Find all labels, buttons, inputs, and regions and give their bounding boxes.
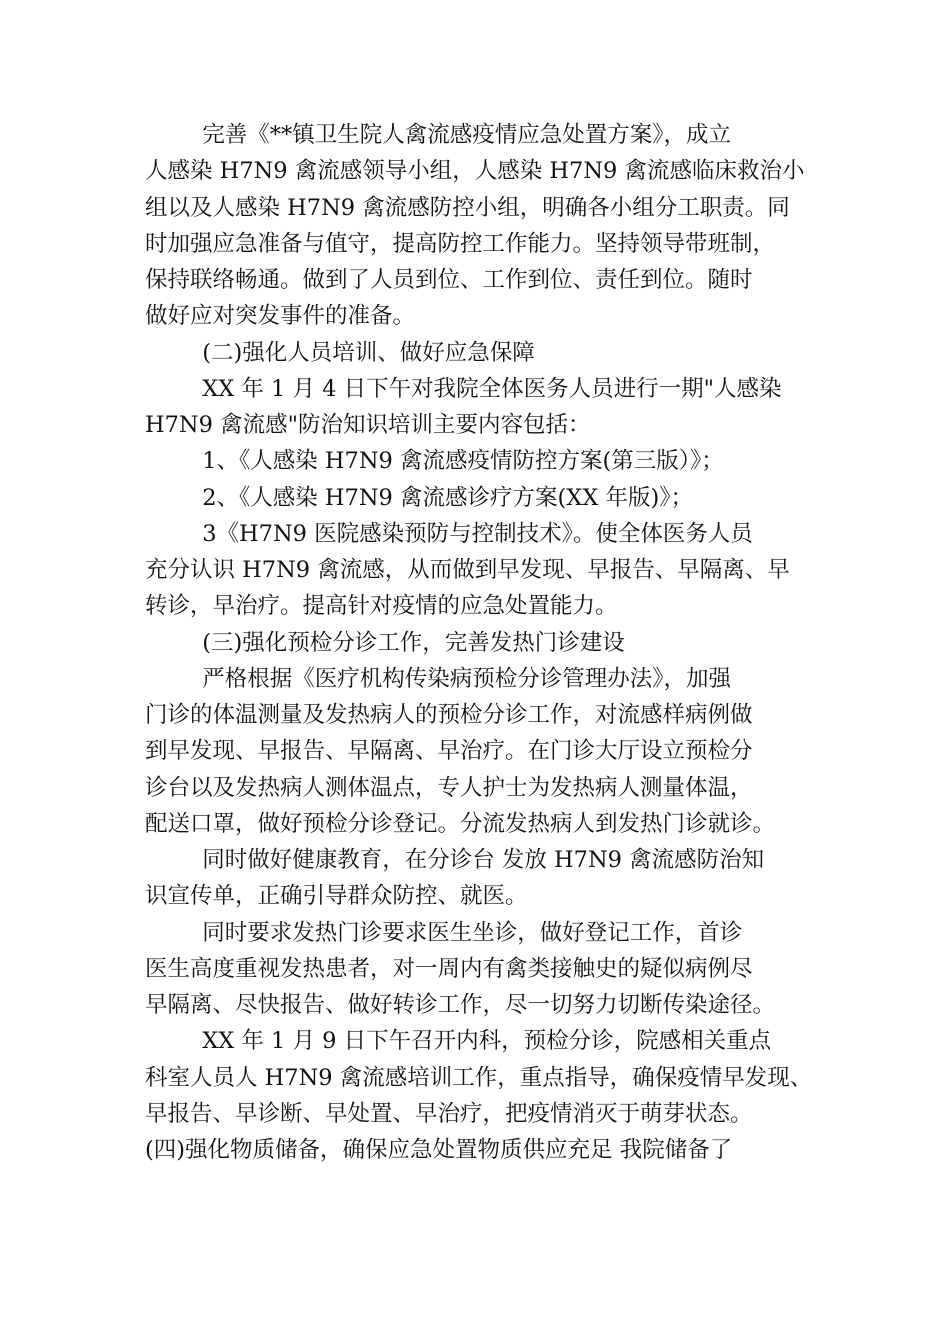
section-heading: (二)强化人员培训、做好应急保障	[145, 339, 535, 366]
text-line: 门诊的体温测量及发热病人的预检分诊工作，对流感样病例做	[145, 702, 753, 728]
text-line: 人感染 H7N9 禽流感领导小组，人感染 H7N9 禽流感临床救治小	[145, 158, 805, 185]
text-line: 时加强应急准备与值守，提高防控工作能力。坚持领导带班制，	[145, 230, 776, 257]
list-item: 2、《人感染 H7N9 禽流感诊疗方案(XX 年版)》；	[145, 484, 694, 511]
list-item: 3《H7N9 医院感染预防与控制技术》。使全体医务人员	[145, 520, 753, 547]
text-line: H7N9 禽流感"防治知识培训主要内容包括：	[145, 412, 591, 438]
text-line: 做好应对突发事件的准备。	[145, 303, 416, 330]
section-heading: (三)强化预检分诊工作，完善发热门诊建设	[145, 629, 625, 656]
text-line: 早隔离、尽快报告、做好转诊工作，尽一切努力切断传染途径。	[145, 992, 776, 1018]
text-line: 组以及人感染 H7N9 禽流感防控小组，明确各小组分工职责。同	[145, 194, 790, 221]
text-line: 保持联络畅通。做到了人员到位、工作到位、责任到位。随时	[145, 267, 753, 293]
document-body	[145, 117, 825, 1168]
text-line: 配送口罩，做好预检分诊登记。分流发热病人到发热门诊就诊。	[145, 810, 776, 837]
text-line: 诊台以及发热病人测体温点，专人护士为发热病人测量体温，	[145, 774, 753, 801]
text-line: 医生高度重视发热患者，对一周内有禽类接触史的疑似病例尽	[145, 955, 753, 982]
text-line: 转诊，早治疗。提高针对疫情的应急处置能力。	[145, 593, 618, 620]
text-line: 科室人员人 H7N9 禽流感培训工作，重点指导，确保疫情早发现、	[145, 1064, 813, 1091]
text-line: 识宣传单，正确引导群众防控、就医。	[145, 883, 528, 910]
text-line: XX 年 1 月 4 日下午对我院全体医务人员进行一期"人感染	[145, 375, 782, 402]
text-line: 早报告、早诊断、早处置、早治疗，把疫情消灭于萌芽状态。	[145, 1100, 753, 1127]
section-heading: (四)强化物质储备，确保应急处置物质供应充足 我院储备了	[145, 1137, 733, 1163]
text-line: XX 年 1 月 9 日下午召开内科，预检分诊，院感相关重点	[145, 1028, 772, 1055]
list-item: 1、《人感染 H7N9 禽流感疫情防控方案(第三版）》；	[145, 448, 724, 475]
text-line: 充分认识 H7N9 禽流感，从而做到早发现、早报告、早隔离、早	[145, 557, 790, 583]
text-line: 严格根据《医疗机构传染病预检分诊管理办法》，加强	[145, 665, 731, 692]
text-line: 完善《**镇卫生院人禽流感疫情应急处置方案》，成立	[145, 122, 731, 148]
text-line: 同时做好健康教育，在分诊台 发放 H7N9 禽流感防治知	[145, 847, 765, 873]
text-line: 到早发现、早报告、早隔离、早治疗。在门诊大厅设立预检分	[145, 738, 753, 765]
text-line: 同时要求发热门诊要求医生坐诊，做好登记工作，首诊	[145, 919, 743, 946]
